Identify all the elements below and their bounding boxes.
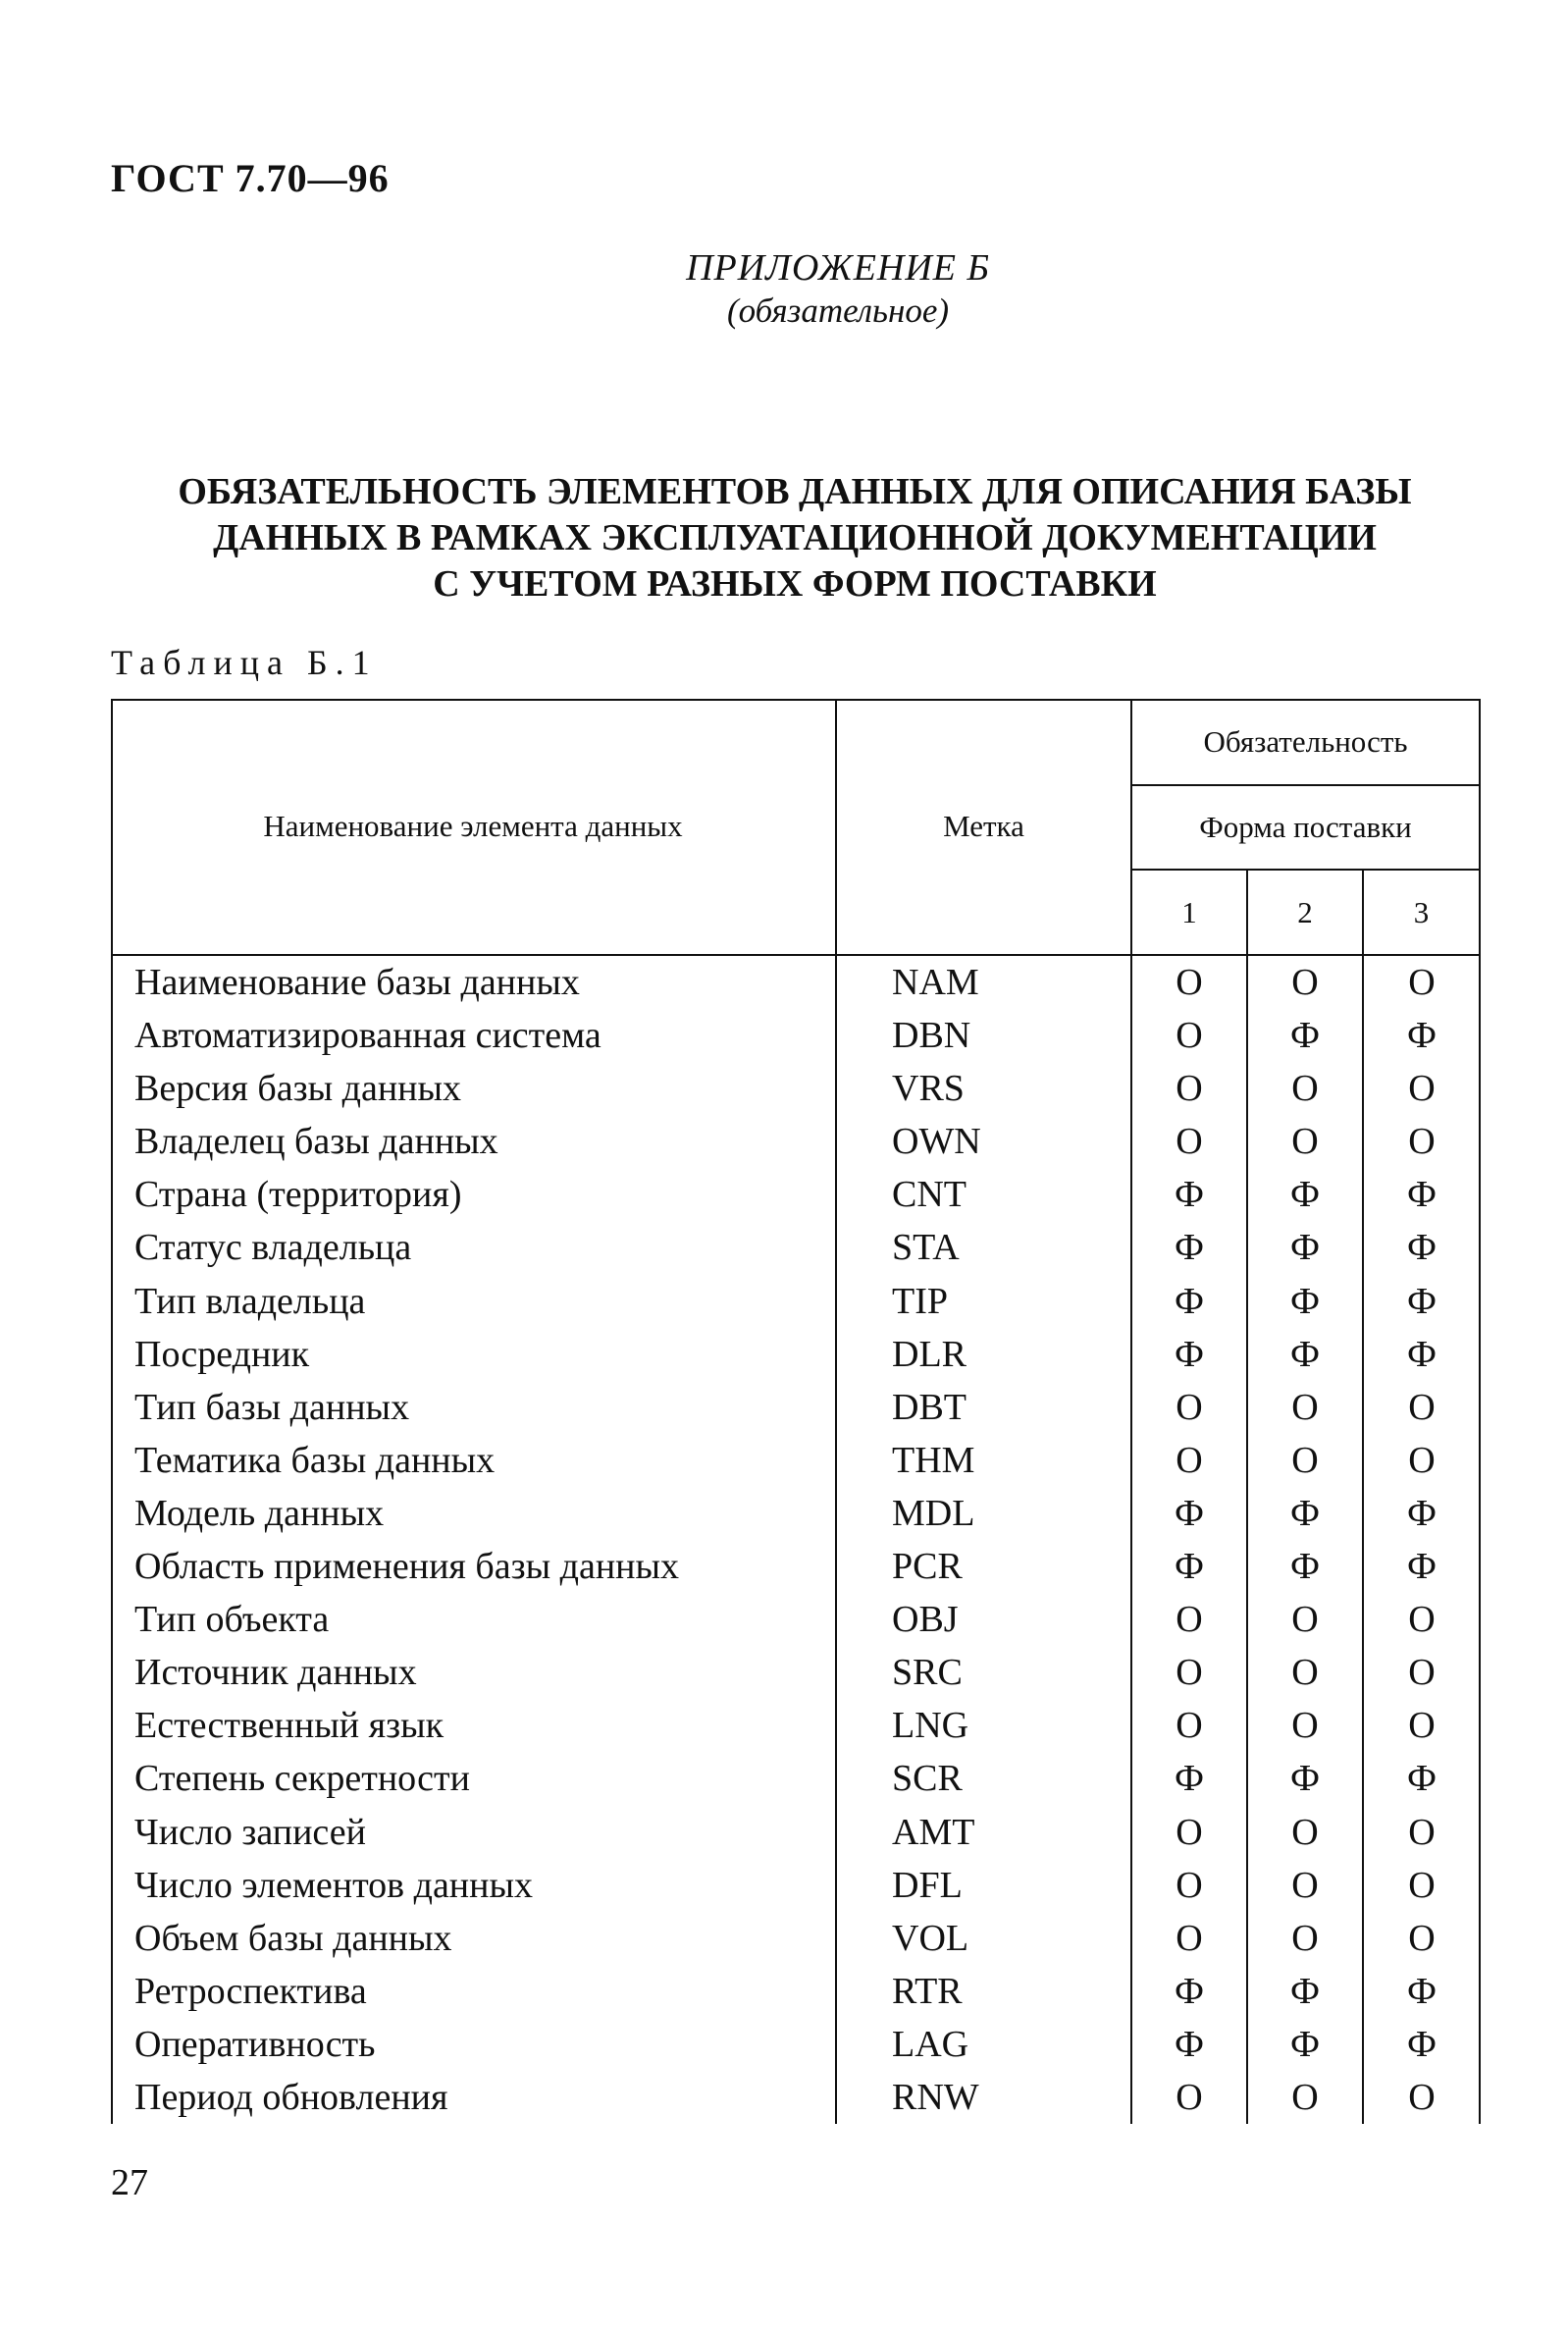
row-form-3: О: [1408, 2076, 1436, 2118]
row-form-1: О: [1176, 1705, 1203, 1747]
row-form-1: Ф: [1174, 1227, 1205, 1269]
table-row: [111, 2071, 1481, 2124]
row-form-1: О: [1176, 1599, 1203, 1641]
row-form-2: Ф: [1289, 1174, 1321, 1216]
row-name: Версия базы данных: [134, 1068, 462, 1110]
row-form-1: О: [1176, 2076, 1203, 2118]
row-name: Наименование базы данных: [134, 962, 580, 1003]
row-form-3: О: [1408, 1705, 1436, 1747]
row-form-3: О: [1408, 1864, 1436, 1906]
document-heading: [108, 469, 1482, 608]
header-form-2: 2: [1297, 894, 1313, 929]
table-row: [111, 1168, 1481, 1221]
row-form-3: Ф: [1406, 1280, 1437, 1322]
row-form-1: Ф: [1174, 1758, 1205, 1800]
row-form-3: О: [1408, 1652, 1436, 1694]
row-form-3: Ф: [1406, 1227, 1437, 1269]
row-form-2: Ф: [1289, 1333, 1321, 1375]
row-tag: DLR: [892, 1333, 967, 1375]
row-tag: THM: [892, 1439, 975, 1481]
row-name: Тип владельца: [134, 1280, 366, 1322]
row-form-1: Ф: [1174, 1333, 1205, 1375]
table-row: [111, 1487, 1481, 1540]
row-form-2: О: [1291, 1068, 1319, 1110]
row-tag: OWN: [892, 1121, 981, 1163]
row-form-2: Ф: [1289, 2023, 1321, 2065]
row-name: Объем базы данных: [134, 1917, 452, 1959]
table-row: [111, 1859, 1481, 1912]
row-form-3: Ф: [1406, 1492, 1437, 1534]
row-form-2: Ф: [1289, 1970, 1321, 2012]
row-tag: DBN: [892, 1015, 971, 1057]
row-form-3: О: [1408, 1068, 1436, 1110]
row-form-2: О: [1291, 1811, 1319, 1853]
row-form-2: О: [1291, 1121, 1319, 1163]
row-tag: RNW: [892, 2076, 979, 2118]
table-row: [111, 1381, 1481, 1434]
row-tag: LNG: [892, 1705, 969, 1747]
heading-line-2: ДАННЫХ В РАМКАХ ЭКСПЛУАТАЦИОННОЙ ДОКУМЕНТАЦИИ: [213, 517, 1377, 558]
row-form-1: О: [1176, 1439, 1203, 1481]
row-form-1: О: [1176, 1652, 1203, 1694]
page-number: 27: [111, 2162, 148, 2203]
table-row: [111, 2018, 1481, 2071]
row-tag: MDL: [892, 1492, 975, 1534]
row-name: Тематика базы данных: [134, 1439, 496, 1481]
row-name: Период обновления: [134, 2076, 448, 2118]
table-label: Таблица Б.1: [111, 643, 378, 682]
table-row: [111, 1275, 1481, 1328]
row-tag: DFL: [892, 1864, 963, 1906]
data-elements-table: [111, 699, 1481, 2124]
row-tag: VOL: [892, 1917, 969, 1959]
row-form-2: О: [1291, 962, 1319, 1003]
row-form-2: Ф: [1289, 1280, 1321, 1322]
row-form-1: О: [1176, 1917, 1203, 1959]
row-form-3: О: [1408, 962, 1436, 1003]
row-form-3: Ф: [1406, 2023, 1437, 2065]
row-tag: LAG: [892, 2023, 969, 2065]
row-form-1: О: [1176, 1386, 1203, 1428]
row-name: Тип объекта: [134, 1599, 330, 1641]
row-form-3: Ф: [1406, 1758, 1437, 1800]
row-form-2: О: [1291, 1599, 1319, 1641]
row-tag: AMT: [892, 1811, 975, 1853]
table-row: [111, 1965, 1481, 2018]
table-row: [111, 956, 1481, 1009]
header-tag: Метка: [943, 809, 1024, 843]
row-form-3: О: [1408, 1811, 1436, 1853]
row-tag: DBT: [892, 1386, 967, 1428]
row-name: Модель данных: [134, 1492, 385, 1534]
row-form-2: О: [1291, 2076, 1319, 2118]
row-form-2: Ф: [1289, 1015, 1321, 1057]
row-name: Тип базы данных: [134, 1386, 410, 1428]
row-form-1: Ф: [1174, 1546, 1205, 1588]
table-row: [111, 1646, 1481, 1699]
header-form-1: 1: [1181, 894, 1197, 929]
row-form-1: Ф: [1174, 1492, 1205, 1534]
row-tag: RTR: [892, 1970, 963, 2012]
row-form-3: О: [1408, 1121, 1436, 1163]
row-form-1: Ф: [1174, 2023, 1205, 2065]
row-name: Число элементов данных: [134, 1864, 534, 1906]
row-form-3: Ф: [1406, 1015, 1437, 1057]
row-tag: PCR: [892, 1546, 963, 1588]
row-name: Степень секретности: [134, 1758, 470, 1800]
row-name: Посредник: [134, 1333, 310, 1375]
row-form-2: О: [1291, 1439, 1319, 1481]
row-tag: VRS: [892, 1068, 965, 1110]
row-form-3: О: [1408, 1439, 1436, 1481]
row-form-2: О: [1291, 1652, 1319, 1694]
row-name: Владелец базы данных: [134, 1121, 498, 1163]
row-name: Статус владельца: [134, 1227, 412, 1269]
row-form-2: Ф: [1289, 1758, 1321, 1800]
row-name: Область применения базы данных: [134, 1546, 680, 1588]
row-form-3: О: [1408, 1386, 1436, 1428]
row-form-1: О: [1176, 1864, 1203, 1906]
row-form-2: О: [1291, 1917, 1319, 1959]
heading-line-3: С УЧЕТОМ РАЗНЫХ ФОРМ ПОСТАВКИ: [433, 563, 1157, 605]
row-form-2: Ф: [1289, 1492, 1321, 1534]
row-form-3: Ф: [1406, 1333, 1437, 1375]
row-tag: STA: [892, 1227, 960, 1269]
row-tag: SRC: [892, 1652, 963, 1694]
row-form-3: Ф: [1406, 1546, 1437, 1588]
row-name: Оперативность: [134, 2023, 376, 2065]
table-row: [111, 1221, 1481, 1274]
row-form-3: Ф: [1406, 1970, 1437, 2012]
row-form-1: О: [1176, 1015, 1203, 1057]
table-row: [111, 1009, 1481, 1062]
row-tag: OBJ: [892, 1599, 959, 1641]
table-row: [111, 1328, 1481, 1381]
header-obligation: Обязательность: [1203, 723, 1408, 759]
row-form-3: Ф: [1406, 1174, 1437, 1216]
document-code: ГОСТ 7.70—96: [111, 156, 390, 200]
table-row: [111, 1699, 1481, 1752]
row-name: Число записей: [134, 1811, 366, 1853]
table-row: [111, 1806, 1481, 1859]
row-form-2: О: [1291, 1705, 1319, 1747]
table-row: [111, 1752, 1481, 1805]
row-form-1: Ф: [1174, 1174, 1205, 1216]
appendix-block: [0, 245, 1568, 332]
row-form-3: О: [1408, 1599, 1436, 1641]
row-form-2: Ф: [1289, 1546, 1321, 1588]
row-tag: SCR: [892, 1758, 963, 1800]
header-name: Наименование элемента данных: [263, 809, 683, 843]
row-name: Ретроспектива: [134, 1970, 367, 2012]
row-form-2: О: [1291, 1386, 1319, 1428]
row-form-2: Ф: [1289, 1227, 1321, 1269]
row-tag: TIP: [892, 1280, 948, 1322]
row-form-1: О: [1176, 1811, 1203, 1853]
table-row: [111, 1593, 1481, 1646]
row-form-2: О: [1291, 1864, 1319, 1906]
row-tag: NAM: [892, 962, 979, 1003]
row-name: Источник данных: [134, 1652, 417, 1694]
table-body: [111, 956, 1481, 2124]
row-name: Автоматизированная система: [134, 1015, 601, 1057]
row-form-1: О: [1176, 1068, 1203, 1110]
table-row: [111, 1115, 1481, 1168]
row-form-1: О: [1176, 1121, 1203, 1163]
table-row: [111, 1540, 1481, 1593]
row-form-1: Ф: [1174, 1280, 1205, 1322]
row-name: Страна (территория): [134, 1174, 462, 1216]
table-row: [111, 1062, 1481, 1115]
appendix-note: (обязательное): [726, 291, 950, 330]
row-form-1: Ф: [1174, 1970, 1205, 2012]
row-form-3: О: [1408, 1917, 1436, 1959]
header-form-3: 3: [1413, 894, 1430, 929]
appendix-title: ПРИЛОЖЕНИЕ Б: [686, 247, 990, 289]
header-delivery-form: Форма поставки: [1199, 810, 1412, 844]
table-border-right: [1479, 699, 1481, 956]
row-tag: CNT: [892, 1174, 967, 1216]
table-row: [111, 1912, 1481, 1965]
row-name: Естественный язык: [134, 1705, 444, 1747]
heading-line-1: ОБЯЗАТЕЛЬНОСТЬ ЭЛЕМЕНТОВ ДАННЫХ ДЛЯ ОПИСАНИЯ БАЗЫ: [178, 471, 1412, 512]
table-row: [111, 1434, 1481, 1487]
row-form-1: О: [1176, 962, 1203, 1003]
